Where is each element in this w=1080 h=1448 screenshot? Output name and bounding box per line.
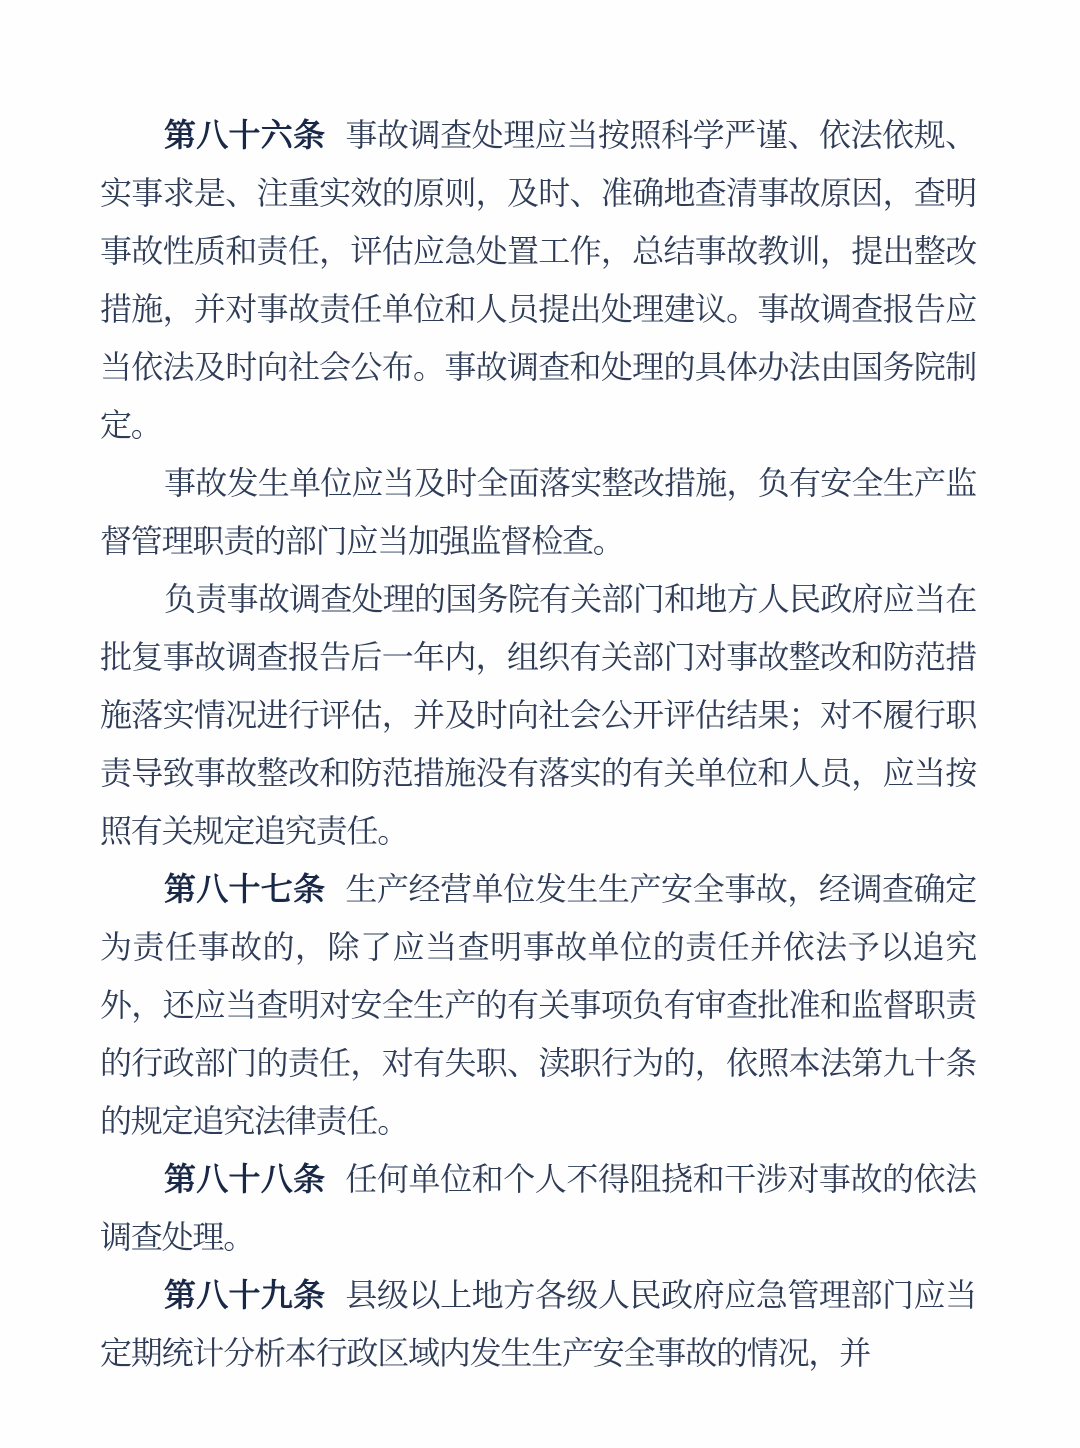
article-text: 事故发生单位应当及时全面落实整改措施，负有安全生产监督管理职责的部门应当加强监督检查。 [100, 465, 976, 559]
law-paragraph [100, 860, 976, 1150]
article-text: 任何单位和个人不得阻挠和干涉对事故的依法调查处理。 [100, 1161, 976, 1255]
article-text: 事故调查处理应当按照科学严谨、依法依规、实事求是、注重实效的原则，及时、准确地查清事故原因，查明事故性质和责任，评估应急处置工作，总结事故教训，提出整改措施，并对事故责任单位和人员提出处理建议。事故调查报告应当依法及时向社会公布。事故调查和处理的具体办法由国务院制定。 [100, 117, 976, 443]
law-paragraph [100, 570, 976, 860]
law-paragraph [100, 1150, 976, 1266]
article-number: 第八十九条 [164, 1277, 326, 1313]
article-number: 第八十六条 [164, 117, 326, 153]
law-paragraph [100, 1266, 976, 1382]
article-text: 县级以上地方各级人民政府应急管理部门应当定期统计分析本行政区域内发生生产安全事故的情况，并 [100, 1277, 976, 1371]
article-text: 负责事故调查处理的国务院有关部门和地方人民政府应当在批复事故调查报告后一年内，组织有关部门对事故整改和防范措施落实情况进行评估，并及时向社会公开评估结果；对不履行职责导致事故整改和防范措施没有落实的有关单位和人员，应当按照有关规定追究责任。 [100, 581, 976, 849]
article-number: 第八十八条 [164, 1161, 326, 1197]
law-paragraph [100, 454, 976, 570]
law-paragraph [100, 106, 976, 454]
article-text: 生产经营单位发生生产安全事故，经调查确定为责任事故的，除了应当查明事故单位的责任并依法予以追究外，还应当查明对安全生产的有关事项负有审查批准和监督职责的行政部门的责任，对有失职、渎职行为的，依照本法第九十条的规定追究法律责任。 [100, 871, 976, 1139]
article-number: 第八十七条 [164, 871, 326, 907]
